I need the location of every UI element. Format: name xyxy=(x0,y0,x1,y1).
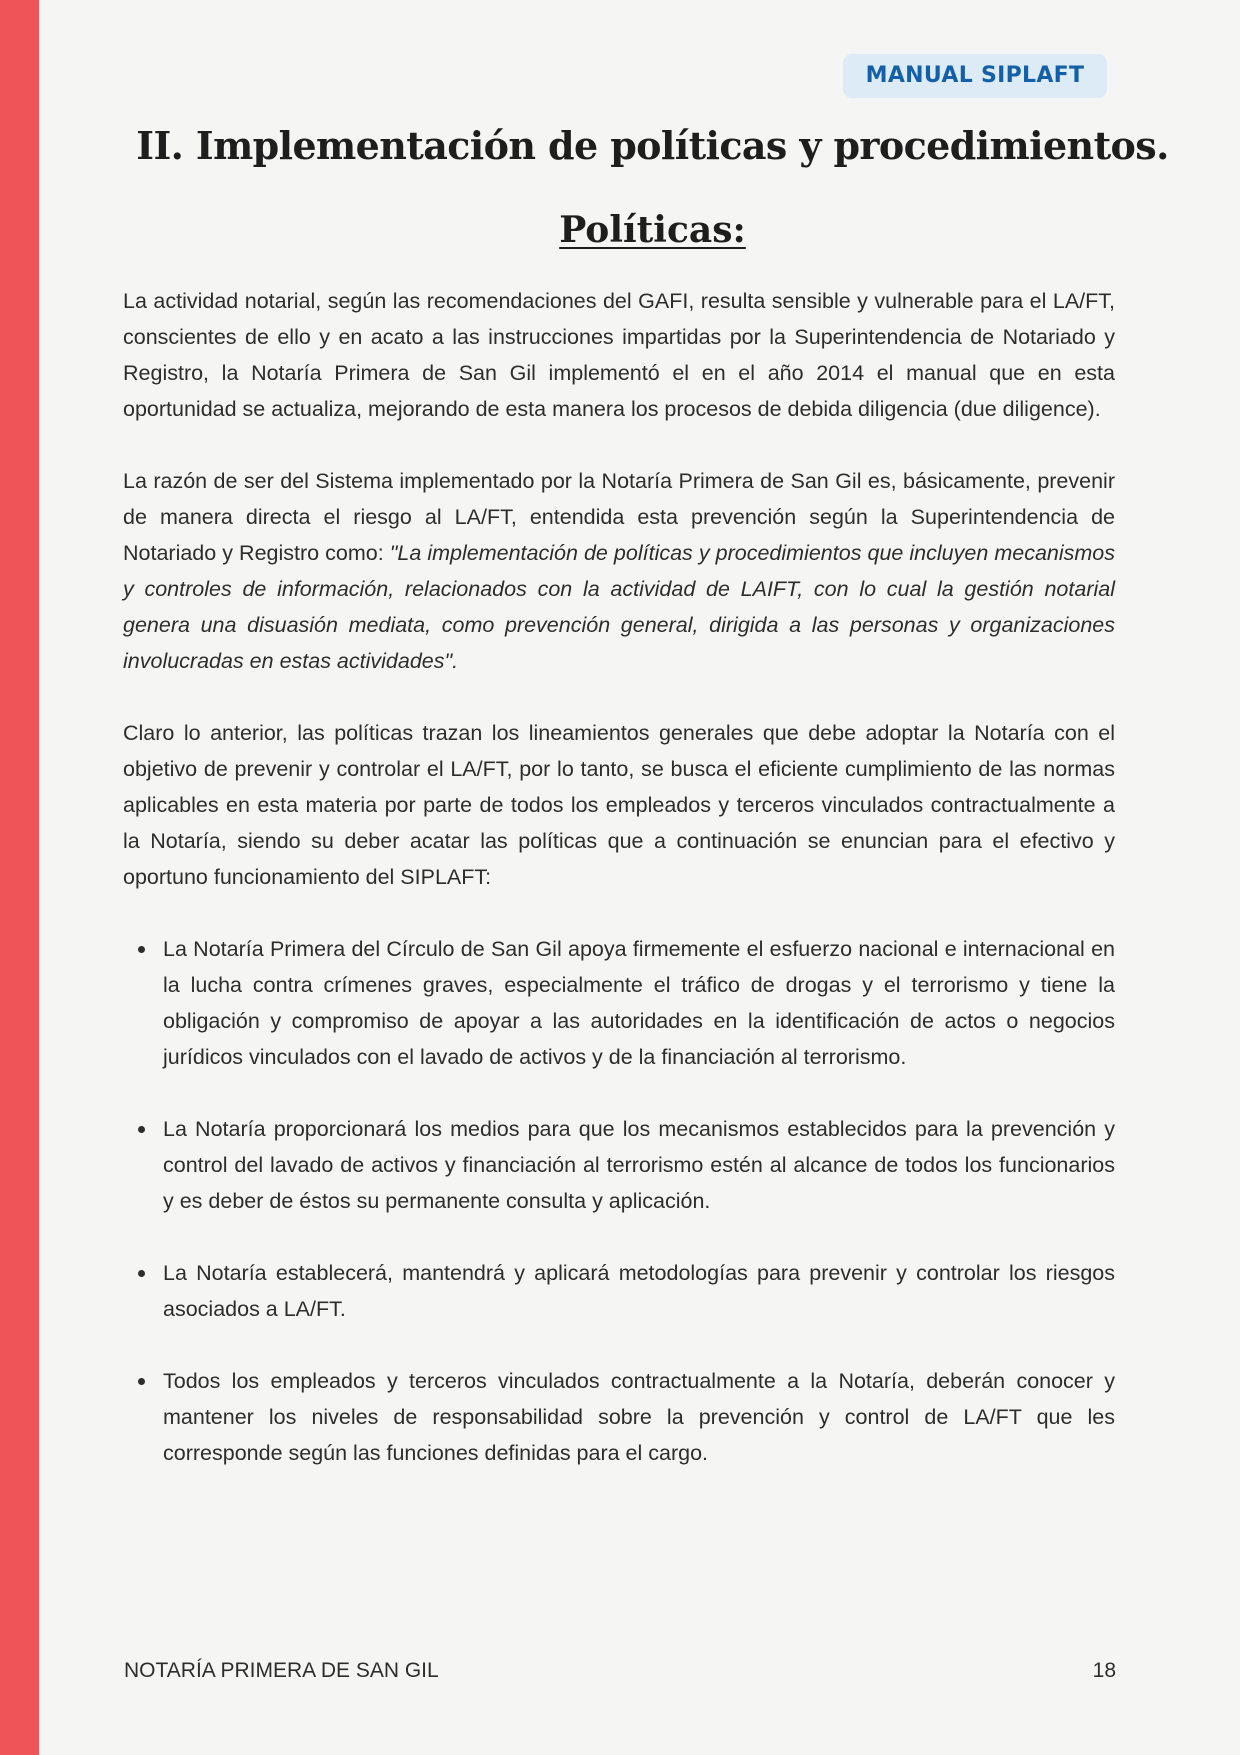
side-accent-bar xyxy=(0,0,39,1755)
policy-list xyxy=(123,931,1115,1471)
policy-item: La Notaría Primera del Círculo de San Gil apoya firmemente el esfuerzo nacional e internacional en la lucha contra crímenes graves, especialmente el tráfico de drogas y el terrorismo y tiene la obligación y compromiso de apoyar a las autoridades en la identificación de actos o negocios jurídicos vinculados con el lavado de activos y de la financiación al terrorismo. xyxy=(123,931,1115,1075)
paragraph-politicas: Claro lo anterior, las políticas trazan los lineamientos generales que debe adoptar la Notaría con el objetivo de prevenir y controlar el LA/FT, por lo tanto, se busca el eficiente cumplimiento de las normas aplicables en esta materia por parte de todos los empleados y terceros vinculados contractualmente a la Notaría, siendo su deber acatar las políticas que a continuación se enuncian para el efectivo y oportuno funcionamiento del SIPLAFT: xyxy=(123,721,1115,889)
page-number: 18 xyxy=(1092,1659,1116,1682)
paragraph-razon-de-ser xyxy=(123,463,1115,679)
policy-item: La Notaría proporcionará los medios para que los mecanismos establecidos para la prevención y control del lavado de activos y financiación al terrorismo estén al alcance de todos los funcionarios y es deber de éstos su permanente consulta y aplicación. xyxy=(123,1111,1115,1219)
footer-org: NOTARÍA PRIMERA DE SAN GIL xyxy=(124,1659,439,1682)
paragraph-gafi: La actividad notarial, según las recomendaciones del GAFI, resulta sensible y vulnerable para el LA/FT, conscientes de ello y en acato a las instrucciones impartidas por la Superintendencia de Notariado y Registro, la Notaría Primera de San Gil implementó el en el año 2014 el manual que en esta oportunidad se actualiza, mejorando de esta manera los procesos de debida diligencia (due diligence). xyxy=(123,289,1115,421)
section-heading-text: Políticas: xyxy=(559,209,746,251)
manual-badge: MANUAL SIPLAFT xyxy=(843,54,1107,98)
paragraph-razon-intro: La razón de ser del Sistema implementado por la Notaría Primera de San Gil es, básicamente, prevenir de manera directa el riesgo al LA/FT, entendida esta prevención según la Superintendencia de Notariado y Registro como: xyxy=(123,469,1115,565)
policy-item: La Notaría establecerá, mantendrá y aplicará metodologías para prevenir y controlar los riesgos asociados a LA/FT. xyxy=(123,1255,1115,1327)
paragraph-razon-quote: "La implementación de políticas y procedimientos que incluyen mecanismos y controles de información, relacionados con la actividad de LAIFT, con lo cual la gestión notarial genera una disuasión mediata, como prevención general, dirigida a las personas y organizaciones involucradas en estas actividades". xyxy=(123,541,1115,673)
section-heading xyxy=(120,200,1185,260)
policy-item: Todos los empleados y terceros vinculados contractualmente a la Notaría, deberán conocer y mantener los niveles de responsabilidad sobre la prevención y control de LA/FT que les corresponde según las funciones definidas para el cargo. xyxy=(123,1363,1115,1471)
document-body xyxy=(123,283,1115,1507)
page-title: II. Implementación de políticas y procedimientos. xyxy=(136,123,1169,168)
